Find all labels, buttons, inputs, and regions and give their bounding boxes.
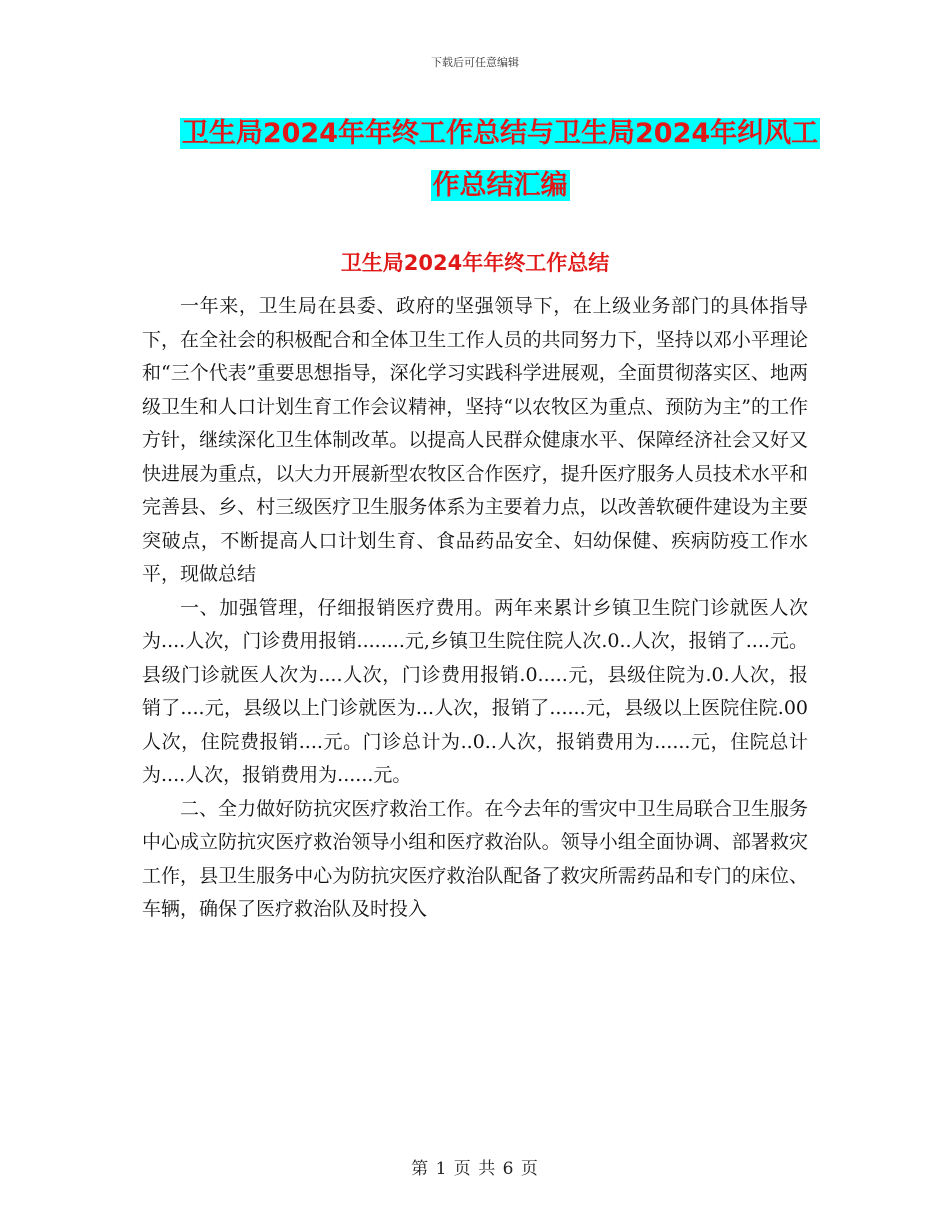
paragraph-medical-reimbursement: 一、加强管理，仔细报销医疗费用。两年来累计乡镇卫生院门诊就医人次为....人次，门诊费用报销........元,乡镇卫生院住院人次.0..人次，报销了....元。县级门诊就医人次为....人次，门诊费用报销.0.....元，县级住院为.0.人次，报销了....元，县级以上门诊就医为...人次，报销了......元，县级以上医院住院.00人次，住院费报销....元。门诊总计为..0..人次，报销费用为......元，住院总计为....人次，报销费用为......元。	[142, 596, 808, 786]
section-title: 卫生局2024年年终工作总结	[340, 251, 610, 275]
title-line-2: 作总结汇编	[432, 170, 568, 201]
document-body	[142, 290, 808, 927]
paragraph-intro: 一年来，卫生局在县委、政府的坚强领导下，在上级业务部门的具体指导下，在全社会的积极配合和全体卫生工作人员的共同努力下，坚持以邓小平理论和“三个代表”重要思想指导，深化学习实践科学进展观，全面贯彻落实区、地两级卫生和人口计划生育工作会议精神，坚持“以农牧区为重点、预防为主”的工作方针，继续深化卫生体制改革。以提高人民群众健康水平、保障经济社会又好又快进展为重点，以大力开展新型农牧区合作医疗，提升医疗服务人员技术水平和完善县、乡、村三级医疗卫生服务体系为主要着力点，以改善软硬件建设为主要突破点，不断提高人口计划生育、食品药品安全、妇幼保健、疾病防疫工作水平，现做总结	[142, 295, 808, 585]
paragraph-disaster-relief: 二、全力做好防抗灾医疗救治工作。在今去年的雪灾中卫生局联合卫生服务中心成立防抗灾医疗救治领导小组和医疗救治队。领导小组全面协调、部署救灾工作，县卫生服务中心为防抗灾医疗救治队配备了救灾所需药品和专门的床位、车辆，确保了医疗救治队及时投入	[142, 797, 808, 920]
page-number: 第 1 页 共 6 页	[411, 1159, 539, 1179]
header-note: 下载后可任意编辑	[431, 56, 519, 69]
document-title	[150, 108, 850, 212]
title-line-1: 卫生局2024年年终工作总结与卫生局2024年纠风工	[181, 118, 819, 149]
